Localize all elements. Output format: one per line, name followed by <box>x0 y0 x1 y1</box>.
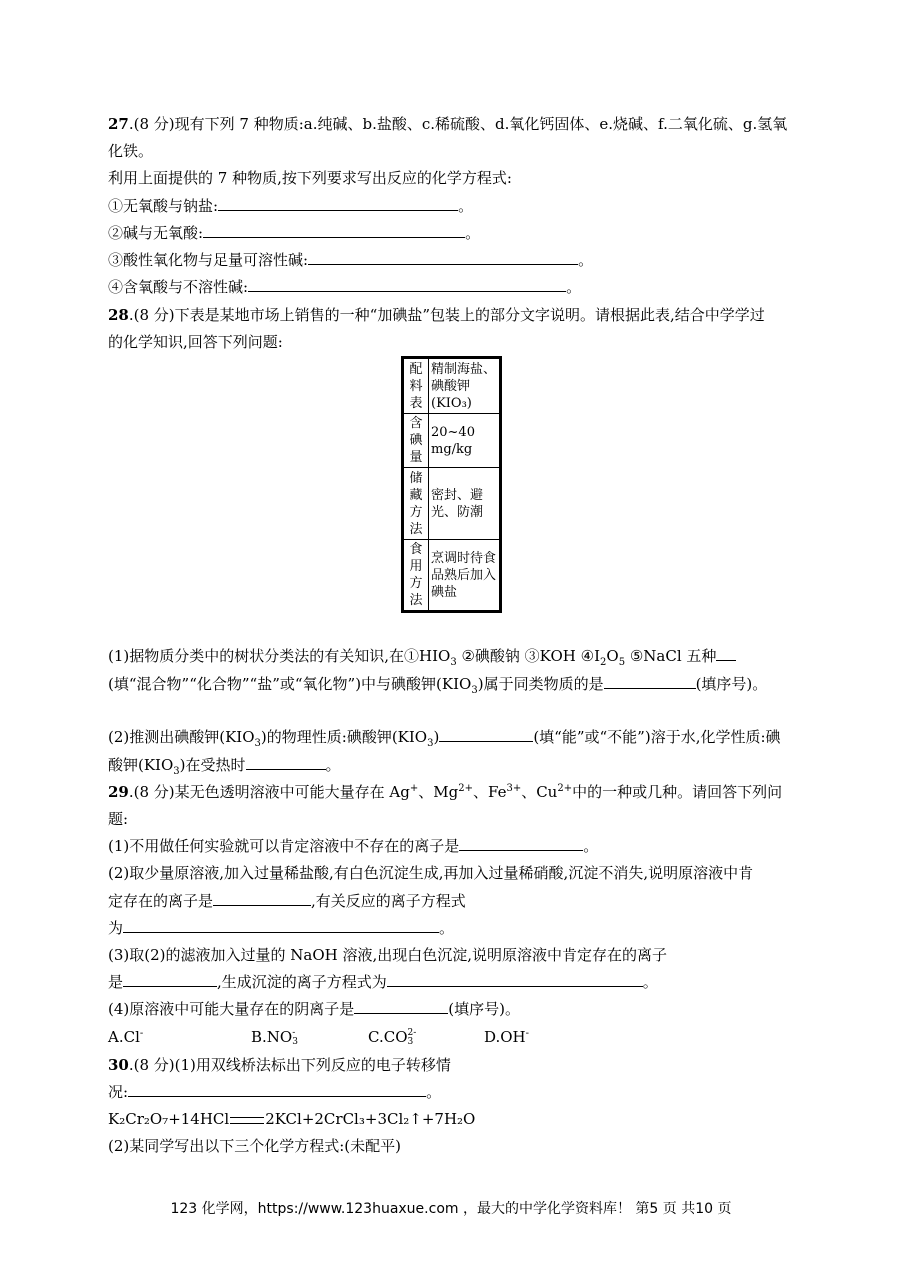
q29-part3-cont: 是 ,生成沉淀的离子方程式为 。 <box>108 973 658 991</box>
q27-item-4: ④含氧酸与不溶性碱: 。 <box>108 278 582 296</box>
equals-arrow <box>230 1117 264 1124</box>
table-key: 配料表 <box>403 358 429 414</box>
q29-part2: (2)取少量原溶液,加入过量稀盐酸,有白色沉淀生成,再加入过量稀硝酸,沉淀不消失,说明原溶液中肯 <box>108 864 754 882</box>
q29-part1: (1)不用做任何实验就可以肯定溶液中不存在的离子是 。 <box>108 837 599 855</box>
q27-item-1: ①无氧酸与钠盐: 。 <box>108 197 474 215</box>
q28-part2-cont: 酸钾$(KIO_3)$在受热时 。 <box>108 756 341 777</box>
option-a[interactable]: A.Cl- <box>108 1028 144 1046</box>
q28-part1: (1)据物质分类中的树状分类法的有关知识,在$①HIO_3$ ②碘酸钠 ③KOH $④I_2O_5$ ⑤NaCl 五种 <box>108 646 736 666</box>
table-key: 食用方法 <box>403 540 429 612</box>
table-key: 含碘量 <box>403 414 429 468</box>
table-value: 20~40 mg/kg <box>429 414 501 468</box>
salt-label-table <box>401 356 502 613</box>
q29-part3: (3)取(2)的滤液加入过量的 NaOH 溶液,出现白色沉淀,说明原溶液中肯定存在的离子 <box>108 946 668 964</box>
table-row <box>403 468 501 540</box>
answer-blank[interactable] <box>354 999 448 1014</box>
q27-item-2: ②碱与无氧酸: 。 <box>108 224 481 242</box>
q29-header: 29.(8 分)某无色透明溶液中可能大量存在 Ag+、$Mg^{2+}$、$Fe^{3+}$、$Cu^{2+}$中的一种或几种。请回答下列问 <box>108 783 783 801</box>
q29-part4: (4)原溶液中可能大量存在的阴离子是 (填序号)。 <box>108 1000 520 1018</box>
answer-blank[interactable] <box>439 727 533 742</box>
table-value: 烹调时待食品熟后加入碘盐 <box>429 540 501 612</box>
q27-header: 27.(8 分)现有下列 7 种物质:a.纯碱、b.盐酸、c.稀硫酸、d.氧化钙固体、e.烧碱、f.二氧化硫、g.氢氧 <box>108 115 788 133</box>
answer-blank[interactable] <box>604 674 696 689</box>
answer-blank[interactable] <box>213 891 311 906</box>
answer-blank[interactable] <box>248 277 566 292</box>
q28-part2: (2)推测出碘酸钾$(KIO_3)$的物理性质:碘酸钾$(KIO_3)$ (填“能”或“不能”)溶于水,化学性质:碘 <box>108 728 781 749</box>
option-c[interactable]: C.CO 2- 3 <box>368 1028 417 1047</box>
table-value: 精制海盐、碘酸钾(KIO₃) <box>429 358 501 414</box>
answer-blank[interactable] <box>716 646 736 661</box>
option-d[interactable]: D.OH- <box>484 1028 530 1046</box>
q27-header-cont: 化铁。 <box>108 142 154 160</box>
answer-blank[interactable] <box>387 972 643 987</box>
q28-header-cont: 的化学知识,回答下列问题: <box>108 333 283 351</box>
answer-blank[interactable] <box>308 250 578 265</box>
answer-blank[interactable] <box>123 918 439 933</box>
table-row <box>403 540 501 612</box>
q29-part2-eq: 为 。 <box>108 919 455 937</box>
q28-part1-cont: (填“混合物”“化合物”“盐”或“氧化物”)中与碘酸钾$(KIO_3)$属于同类物质的是 (填序号)。 <box>108 675 768 696</box>
page-footer: 123 化学网，https://www.123huaxue.com ，最大的中学化学资料库！ 第5 页 共10 页 <box>170 1201 732 1217</box>
q28-header: 28.(8 分)下表是某地市场上销售的一种“加碘盐”包装上的部分文字说明。请根据此表,结合中学学过 <box>108 306 765 324</box>
answer-blank[interactable] <box>218 196 458 211</box>
q29-header-cont: 题: <box>108 810 129 828</box>
option-b[interactable]: B.NO - 3 <box>251 1028 298 1047</box>
answer-blank[interactable] <box>123 972 217 987</box>
table-value: 密封、避光、防潮 <box>429 468 501 540</box>
answer-blank[interactable] <box>459 836 583 851</box>
q29-part2-cont: 定存在的离子是 ,有关反应的离子方程式 <box>108 892 466 910</box>
q27-item-3: ③酸性氧化物与足量可溶性碱: 。 <box>108 251 594 269</box>
table-row <box>403 358 501 414</box>
answer-blank[interactable] <box>246 755 326 770</box>
q30-part2: (2)某同学写出以下三个化学方程式:(未配平) <box>108 1137 402 1155</box>
table-row <box>403 414 501 468</box>
q30-equation: K₂Cr₂O₇+14HCl 2KCl+2CrCl₃+3Cl₂↑+7H₂O <box>108 1110 476 1128</box>
q30-header-cont: 况: 。 <box>108 1083 442 1101</box>
answer-blank[interactable] <box>128 1082 426 1097</box>
q27-intro: 利用上面提供的 7 种物质,按下列要求写出反应的化学方程式: <box>108 169 512 187</box>
q30-header: 30.(8 分)(1)用双线桥法标出下列反应的电子转移情 <box>108 1056 451 1074</box>
answer-blank[interactable] <box>203 223 465 238</box>
table-key: 储藏方法 <box>403 468 429 540</box>
